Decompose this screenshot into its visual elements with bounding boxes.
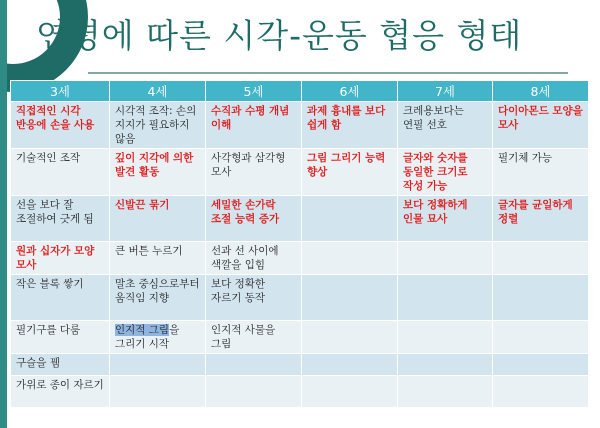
table-row bbox=[11, 242, 589, 275]
table-cell: 보다 정확하게 인물 묘사 bbox=[398, 196, 493, 242]
development-table bbox=[10, 80, 589, 408]
table-cell: 크레용보다는 연필 선호 bbox=[398, 102, 493, 149]
slide-title: 연령에 따른 시각-운동 협응 형태 bbox=[36, 16, 523, 55]
table-cell bbox=[110, 376, 206, 408]
table-cell bbox=[493, 354, 589, 376]
table-row bbox=[11, 102, 589, 149]
table-cell bbox=[302, 275, 398, 321]
table-cell: 보다 정확한 자르기 동작 bbox=[206, 275, 302, 321]
table-cell: 가위로 종이 자르기 bbox=[11, 376, 110, 408]
table-body bbox=[11, 102, 589, 408]
header-age-3: 3세 bbox=[11, 81, 110, 102]
decorative-side-bar bbox=[0, 0, 7, 428]
header-age-6: 6세 bbox=[302, 81, 398, 102]
table-cell: 신발끈 묶기 bbox=[110, 196, 206, 242]
table-cell bbox=[110, 321, 206, 354]
table-cell: 수직과 수평 개념 이해 bbox=[206, 102, 302, 149]
selected-text-highlight: 인지적 그림 bbox=[115, 324, 170, 336]
header-age-7: 7세 bbox=[398, 81, 493, 102]
table-cell bbox=[398, 275, 493, 321]
table-cell bbox=[302, 321, 398, 354]
table-cell bbox=[110, 354, 206, 376]
table-cell bbox=[206, 376, 302, 408]
table-cell bbox=[493, 321, 589, 354]
table-cell bbox=[398, 376, 493, 408]
table-cell: 선과 선 사이에 색깔을 입힘 bbox=[206, 242, 302, 275]
table-cell: 깊이 지각에 의한 발견 활동 bbox=[110, 149, 206, 196]
table-row bbox=[11, 196, 589, 242]
table-cell bbox=[493, 242, 589, 275]
table-cell: 구슬을 뀀 bbox=[11, 354, 110, 376]
table-cell: 시각적 조작: 손의 지지가 필요하지 않음 bbox=[110, 102, 206, 149]
cell-text-rest: 을 그리기 시작 bbox=[115, 324, 180, 350]
table-cell: 필기구를 다룸 bbox=[11, 321, 110, 354]
table-row bbox=[11, 321, 589, 354]
table-cell: 다이아몬드 모양을 모사 bbox=[493, 102, 589, 149]
header-age-4: 4세 bbox=[110, 81, 206, 102]
table-cell bbox=[302, 196, 398, 242]
table-cell: 선을 보다 잘 조절하여 긋게 됨 bbox=[11, 196, 110, 242]
table-cell: 큰 버튼 누르기 bbox=[110, 242, 206, 275]
table-cell: 사각형과 삼각형 모사 bbox=[206, 149, 302, 196]
table-cell bbox=[398, 242, 493, 275]
table-cell: 기술적인 조작 bbox=[11, 149, 110, 196]
table-cell: 직접적인 시각 반응에 손을 사용 bbox=[11, 102, 110, 149]
table-cell: 세밀한 손가락 조절 능력 증가 bbox=[206, 196, 302, 242]
table-cell: 글자를 균일하게 정렬 bbox=[493, 196, 589, 242]
table-cell bbox=[493, 376, 589, 408]
table-cell bbox=[206, 354, 302, 376]
table-cell bbox=[302, 376, 398, 408]
table-cell bbox=[398, 354, 493, 376]
table-row bbox=[11, 354, 589, 376]
table-cell bbox=[302, 242, 398, 275]
table-cell: 원과 십자가 모양 모사 bbox=[11, 242, 110, 275]
table-cell bbox=[398, 321, 493, 354]
table-cell: 작은 블록 쌓기 bbox=[11, 275, 110, 321]
table-cell bbox=[302, 354, 398, 376]
table-row bbox=[11, 275, 589, 321]
table-cell: 말초 중심으로부터 움직임 지향 bbox=[110, 275, 206, 321]
table-row bbox=[11, 149, 589, 196]
table-cell: 과제 흉내를 보다 쉽게 함 bbox=[302, 102, 398, 149]
table-cell: 글자와 숫자를 동일한 크기로 작성 가능 bbox=[398, 149, 493, 196]
table-row bbox=[11, 376, 589, 408]
table-cell: 필기체 가능 bbox=[493, 149, 589, 196]
header-age-5: 5세 bbox=[206, 81, 302, 102]
table-cell: 인지적 사물을 그림 bbox=[206, 321, 302, 354]
header-age-8: 8세 bbox=[493, 81, 589, 102]
table-header-row bbox=[11, 81, 589, 102]
table-cell: 그림 그리기 능력 향상 bbox=[302, 149, 398, 196]
title-underline bbox=[88, 72, 568, 74]
table-cell bbox=[493, 275, 589, 321]
